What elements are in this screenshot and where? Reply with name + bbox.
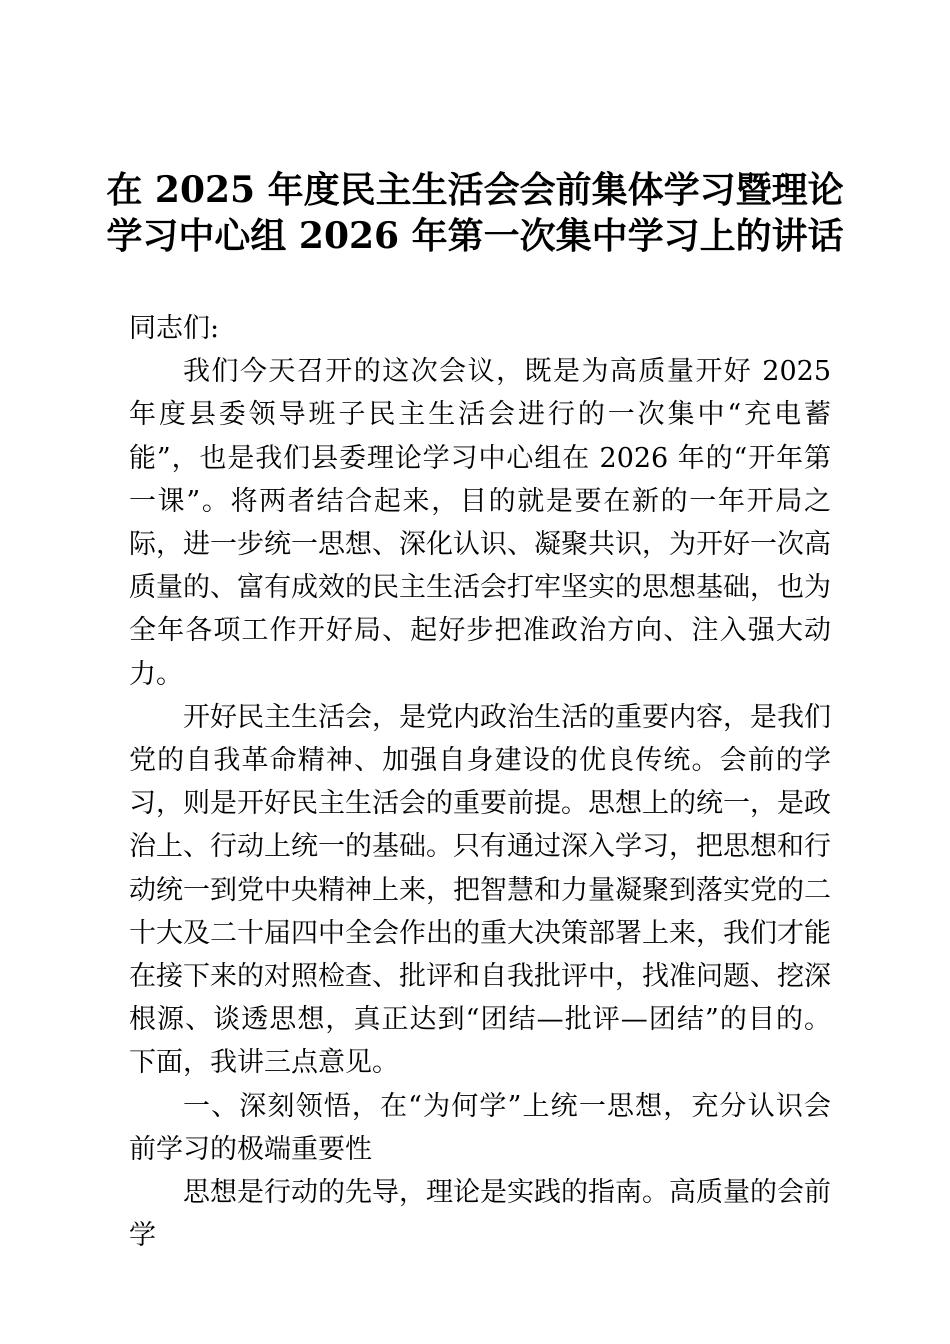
paragraph-3: 思想是行动的先导，理论是实践的指南。高质量的会前学	[129, 1177, 831, 1252]
salutation: 同志们:	[129, 313, 220, 344]
document-body	[129, 307, 831, 1257]
document-title	[100, 167, 850, 259]
section-heading-1: 一、深刻领悟，在“为何学”上统一思想，充分认识会前学习的极端重要性	[129, 1090, 831, 1165]
title-line-2: 学习中心组 2026 年第一次集中学习上的讲话	[106, 215, 844, 257]
title-line-1: 在 2025 年度民主生活会会前集体学习暨理论	[106, 169, 844, 211]
paragraph-2: 开好民主生活会，是党内政治生活的重要内容，是我们党的自我革命精神、加强自身建设的优良传统。会前的学习，则是开好民主生活会的重要前提。思想上的统一，是政治上、行动上统一的基础。只有通过深入学习，把思想和行动统一到党中央精神上来，把智慧和力量凝聚到落实党的二十大及二十届四中全会作出的重大决策部署上来，我们才能在接下来的对照检查、批评和自我批评中，找准问题、挖深根源、谈透思想，真正达到“团结—批评—团结”的目的。下面，我讲三点意见。	[129, 701, 831, 1079]
paragraph-1: 我们今天召开的这次会议，既是为高质量开好 2025 年度县委领导班子民主生活会进行的一次集中“充电蓄能”，也是我们县委理论学习中心组在 2026 年的“开年第一课”。将两者结合起来，目的就是要在新的一年开局之际，进一步统一思想、深化认识、凝聚共识，为开好一次高质量的、富有成效的民主生活会打牢坚实的思想基础，也为全年各项工作开好局、起好步把准政治方向、注入强大动力。	[129, 356, 831, 690]
